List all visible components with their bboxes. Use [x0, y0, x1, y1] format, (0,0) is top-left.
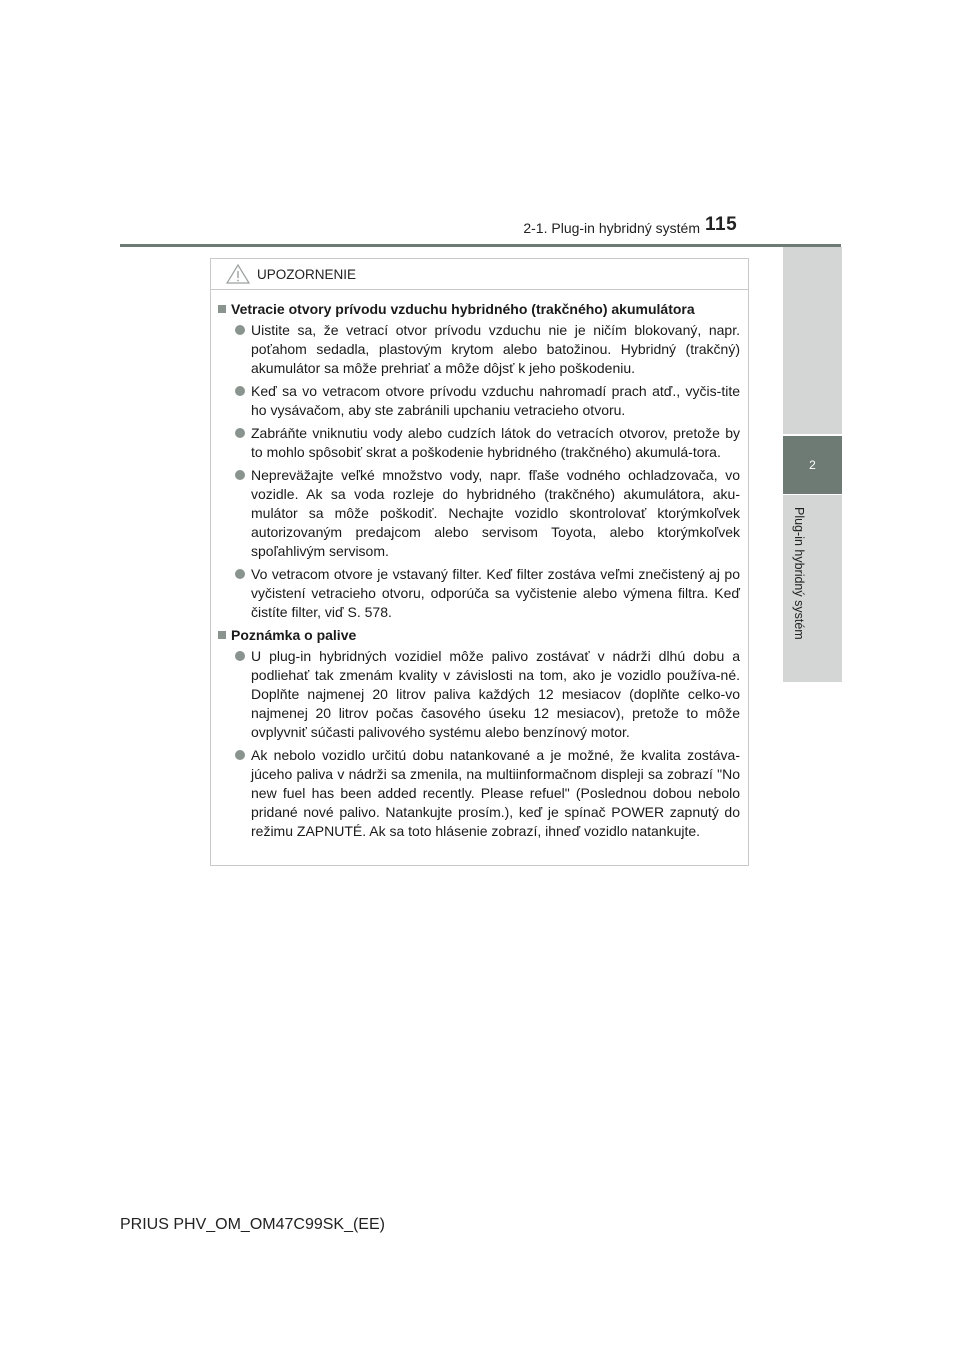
warning-box: [210, 258, 749, 866]
round-bullet-icon: [235, 651, 245, 661]
warning-triangle-icon: [225, 263, 251, 285]
square-bullet-icon: [218, 631, 226, 639]
side-tab-upper: [783, 247, 842, 434]
section-heading: Vetracie otvory prívodu vzduchu hybridného (trakčného) akumulátora: [218, 300, 740, 319]
round-bullet-icon: [235, 325, 245, 335]
page-number: 115: [705, 214, 738, 235]
round-bullet-icon: [235, 750, 245, 760]
chapter-title: Plug-in hybridný systém: [792, 507, 806, 640]
list-item: Ak nebolo vozidlo určitú dobu natankované a je možné, že kvalita zostáva-júceho paliva v nádrži sa zmenila, na multiinformačnom displeji sa zobrazí "No new fuel has been added recently. Please refuel" (Poslednou dobou nebolo pridané nové palivo. Natankujte prosím.), keď je spínač POWER zapnutý do režimu ZAPNUTÉ. Ak sa toto hlásenie zobrazí, ihneď vozidlo natankujte.: [235, 746, 740, 841]
round-bullet-icon: [235, 569, 245, 579]
chapter-number-tab: [783, 436, 842, 494]
list-item: Uistite sa, že vetrací otvor prívodu vzduchu nie je ničím blokovaný, napr. poťahom sedadla, plastovým krytom alebo batožinou. Hybridný (trakčný) akumulátor sa môže prehriať a môže dôjsť k jeho poškodeniu.: [235, 321, 740, 378]
chapter-title-vertical: [786, 507, 806, 667]
chapter-number: 2: [809, 458, 816, 472]
square-bullet-icon: [218, 305, 226, 313]
section-title: 2-1. Plug-in hybridný systém: [523, 220, 700, 236]
list-item: U plug-in hybridných vozidiel môže palivo zostávať v nádrži dlhú dobu a podliehať tak zmenám kvality v závislosti na tom, ako je vozidlo používa-né. Doplňte najmenej 20 litrov paliva každých 12 mesiacov (doplňte celko-vo najmenej 20 litrov počas časového úseku 12 mesiacov), pretože to môže ovplyvniť súčasti palivového systému alebo benzínový motor.: [235, 647, 740, 742]
header-divider: [120, 244, 841, 247]
round-bullet-icon: [235, 428, 245, 438]
list-item: Keď sa vo vetracom otvore prívodu vzduchu nahromadí prach atď., vyčis-tite ho vysávačom, aby ste zabránili upchaniu vetracieho otvoru.: [235, 382, 740, 420]
round-bullet-icon: [235, 470, 245, 480]
warning-header: [211, 259, 748, 290]
warning-label: UPOZORNENIE: [257, 266, 357, 282]
list-item: Nepreväžajte veľké množstvo vody, napr. fľaše vodného ochladzovača, vo vozidle. Ak sa voda rozleje do hybridného (trakčného) akumulátora, aku-mulátor sa môže poškodiť. Nechajte vozidlo skontrolovať ktorýmkoľvek autorizovaným predajcom alebo servisom Toyota, alebo ktorýmkoľvek spoľahlivým servisom.: [235, 466, 740, 561]
warning-body: [211, 290, 748, 841]
list-item: Vo vetracom otvore je vstavaný filter. Keď filter zostáva veľmi znečistený aj po vyčistení vetracieho otvoru, odporúča sa vyčistenie alebo výmena filtra. Keď čistíte filter, viď S. 578.: [235, 565, 740, 622]
round-bullet-icon: [235, 386, 245, 396]
list-item: Zabráňte vniknutiu vody alebo cudzích látok do vetracích otvorov, pretože by to mohlo spôsobiť skrat a poškodenie hybridného (trakčného) akumulá-tora.: [235, 424, 740, 462]
section-heading: Poznámka o palive: [218, 626, 740, 645]
document-code: PRIUS PHV_OM_OM47C99SK_(EE): [120, 1216, 385, 1233]
